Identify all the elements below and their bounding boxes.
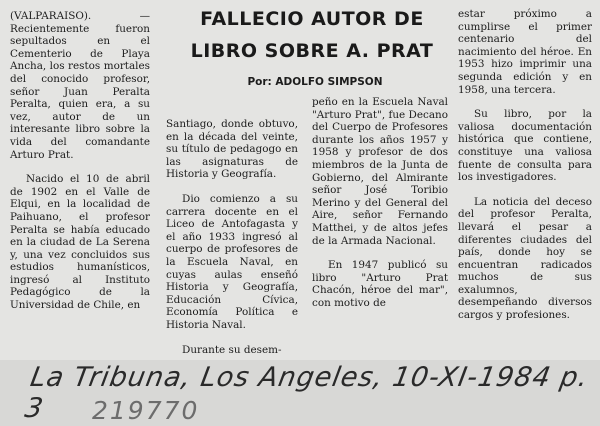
paragraph: estar próximo a cumplirse el primer centenario del nacimiento del héroe. En 1953 hizo imprimir una segunda edición y en 1958, una tercera. (458, 8, 592, 96)
paragraph: peño en la Escuela Naval "Arturo Prat", fue Decano del Cuerpo de Profesores durante los años 1957 y 1958 y profesor de dos miembros de la Junta de Gobierno, del Almirante señor José Toribio Merino y del General del Aire, señor Fernando Matthei, y de altos jefes de la Armada Nacional. (312, 96, 448, 247)
headline-line-1: FALLECIO AUTOR DE (200, 8, 424, 30)
article-column-2 (166, 118, 298, 368)
paragraph: Durante su desem- (182, 343, 282, 356)
paragraph: Santiago, donde obtuvo, en la década del veinte, su título de pedagogo en las asignaturas de Historia y Geografía. (166, 118, 298, 181)
article-column-4 (458, 8, 592, 334)
byline: Por: ADOLFO SIMPSON (247, 76, 383, 88)
paragraph: Nacido el 10 de abril de 1902 en el Valle de Elqui, en la localidad de Paihuano, el profesor Peralta se había educado en la ciudad de La Serena y, una vez concluidos sus estudios humanísticos, ingresó al Instituto Pedagógico de la Universidad de Chile, en (10, 173, 150, 312)
headline-line-2: LIBRO SOBRE A. PRAT (190, 40, 434, 62)
paragraph: Su libro, por la valiosa documentación histórica que contiene, constituye una valiosa fuente de consulta para los investigadores. (458, 108, 592, 184)
catalog-number: 219770 (92, 396, 200, 425)
paragraph: La noticia del deceso del profesor Peralta, llevará el pesar a diferentes ciudades del país, donde hoy se encuentran radicados muchos de sus exalumnos, desempeñando diversos cargos y profesiones. (458, 195, 592, 322)
paragraph: En 1947 publicó su libro "Arturo Prat Chacón, héroe del mar", con motivo de (312, 259, 448, 309)
article-column-3 (312, 96, 448, 322)
paragraph: Dio comienzo a su carrera docente en el Liceo de Antofagasta y el año 1933 ingresó al cuerpo de profesores de la Escuela Naval, en cuyas aulas enseñó Historia y Geografía, Educación Cívica, Economía Política e Historia Naval. (166, 192, 298, 331)
paragraph: (VALPARAISO). — Recientemente fueron sepultados en el Cementerio de Playa Ancha, los restos mortales del conocido profesor, señor Juan Peralta Peralta, quien era, a su vez, autor de un interesante libro sobre la vida del comandante Arturo Prat. (10, 10, 150, 161)
handwritten-source-note: La Tribuna, Los Angeles, 10-XI-1984 p. 3 (22, 362, 591, 424)
article-column-1 (10, 10, 150, 324)
